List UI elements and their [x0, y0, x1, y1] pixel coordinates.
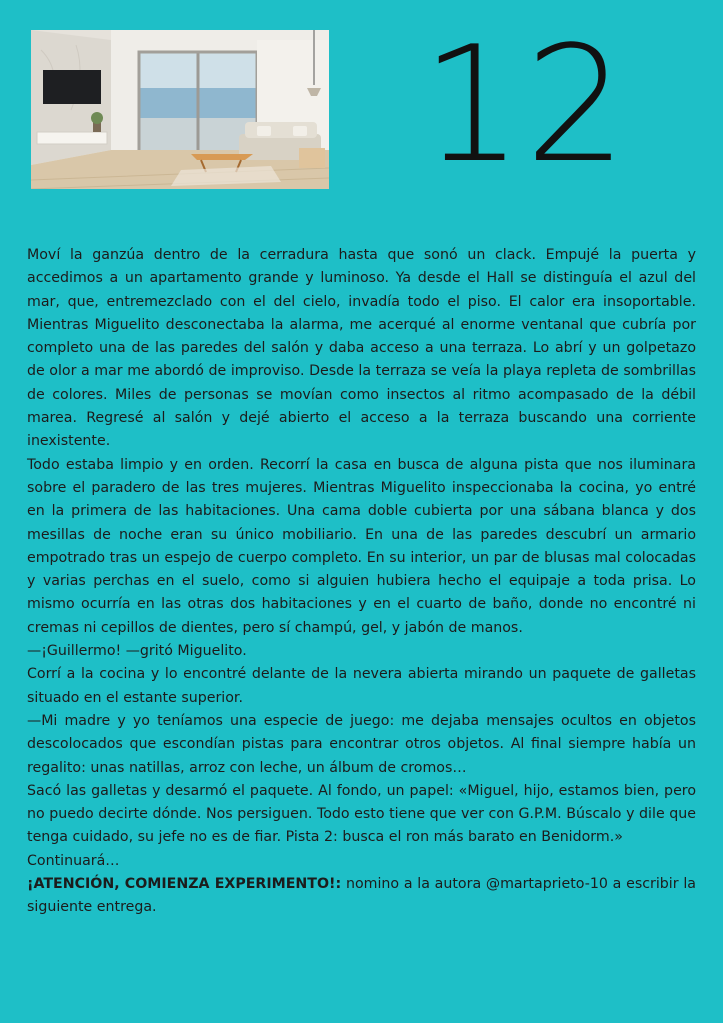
experiment-announcement: ¡ATENCIÓN, COMIENZA EXPERIMENTO!:	[27, 876, 342, 893]
paragraph: Sacó las galletas y desarmó el paquete. Al fondo, un papel: «Miguel, hijo, estamos bien, pero no puedo decirte dónde. Nos persiguen. Todo esto tiene que ver con G.P.M. Búscalo y dile que tenga cuidado, su jefe no es de fiar. Pista 2: busca el ron más barato en Benidorm.»	[27, 782, 696, 846]
nomination-text: nomino a la autora @martaprieto-10 a escribir la siguiente entrega.	[27, 876, 696, 916]
living-room-photo	[31, 30, 329, 189]
paragraph: Todo estaba limpio y en orden. Recorrí la casa en busca de alguna pista que nos iluminara sobre el paradero de las tres mujeres. Mientras Miguelito inspeccionaba la cocina, yo entré en la primera de las habitaciones. Una cama doble cubierta por una sábana blanca y dos mesillas de noche eran su único mobiliario. En una de las paredes descubrí un armario empotrado tras un espejo de cuerpo completo. En su interior, un par de blusas mal colocadas y varias perchas en el suelo, como si alguien hubiera hecho el equipaje a toda prisa. Lo mismo ocurría en las otras dos habitaciones y en el cuarto de baño, donde no encontré ni cremas ni cepillos de dientes, pero sí champú, gel, y jabón de manos.	[27, 456, 696, 636]
paragraph: Moví la ganzúa dentro de la cerradura hasta que sonó un clack. Empujé la puerta y accedimos a un apartamento grande y luminoso. Ya desde el Hall se distinguía el azul del mar, que, entremezclado con el del cielo, invadía todo el piso. El calor era insoportable. Mientras Miguelito desconectaba la alarma, me acerqué al enorme ventanal que cubría por completo una de las paredes del salón y daba acceso a una terraza. Lo abrí y un golpetazo de olor a mar me abordó de improviso. Desde la terraza se veía la playa repleta de sombrillas de colores. Miles de personas se movían como insectos al ritmo acompasado de la débil marea. Regresé al salón y dejé abierto el acceso a la terraza buscando una corriente inexistente.	[27, 247, 696, 450]
paragraph: Corrí a la cocina y lo encontré delante de la nevera abierta mirando un paquete de galletas situado en el estante superior.	[27, 666, 696, 706]
paragraph: Continuará…	[27, 852, 120, 869]
chapter-number: 12	[421, 11, 629, 198]
living-room-illustration	[31, 30, 329, 189]
paragraph: —Mi madre y yo teníamos una especie de juego: me dejaba mensajes ocultos en objetos descolocados que escondían pistas para encontrar otros objetos. Al final siempre había un regalito: unas natillas, arroz con leche, un álbum de cromos…	[27, 712, 696, 776]
story-text	[27, 244, 696, 920]
final-paragraph	[27, 873, 696, 920]
paragraph: —¡Guillermo! —gritó Miguelito.	[27, 643, 247, 660]
